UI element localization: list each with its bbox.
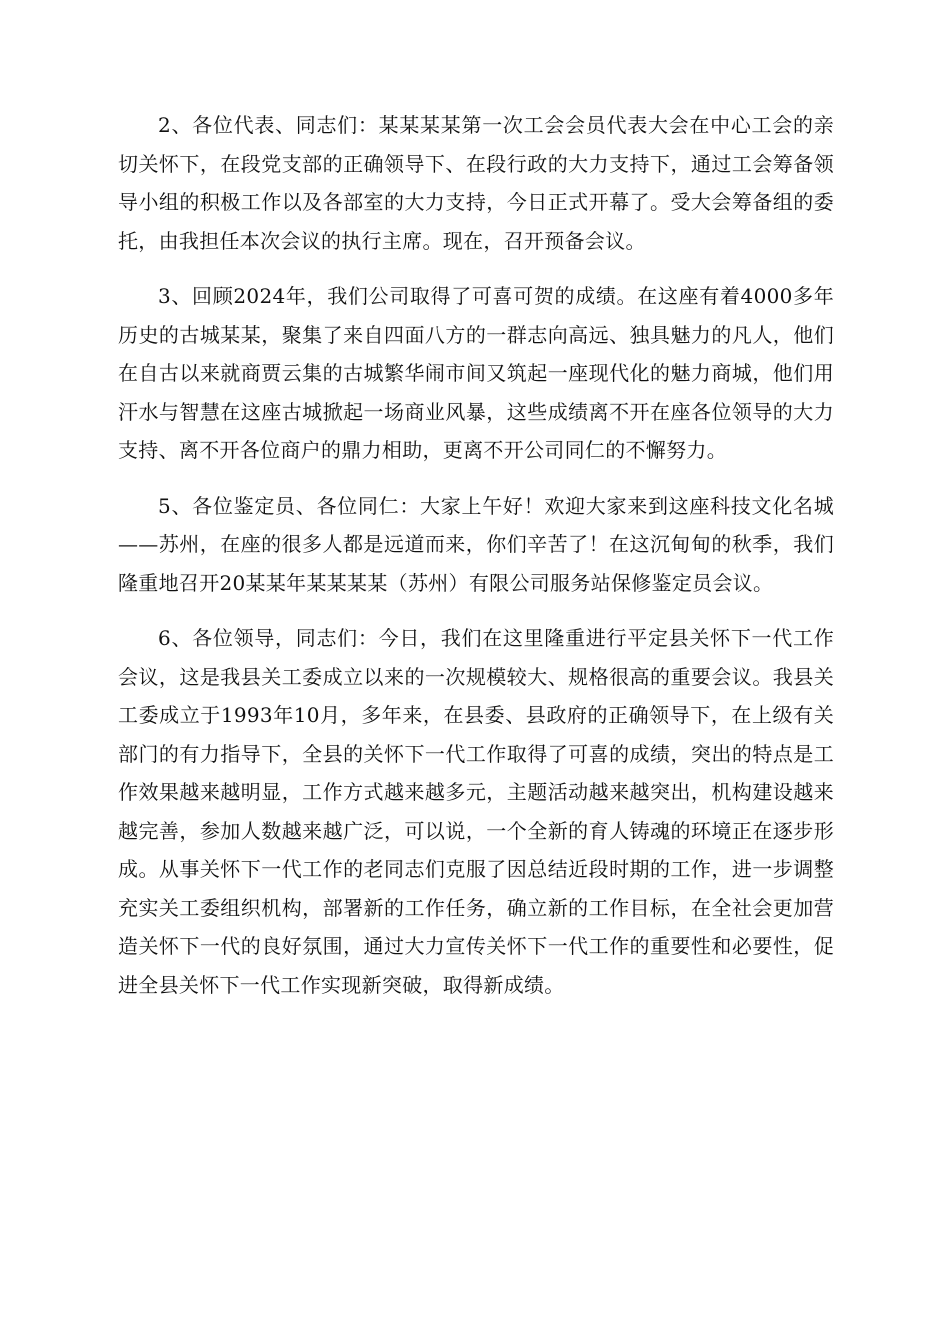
- paragraph-2: 2、各位代表、同志们：某某某某第一次工会会员代表大会在中心工会的亲切关怀下，在段党支部的正确领导下、在段行政的大力支持下，通过工会筹备领导小组的积极工作以及各部室的大力支持，今日正式开幕了。受大会筹备组的委托，由我担任本次会议的执行主席。现在，召开预备会议。: [118, 113, 834, 253]
- document-body: [118, 106, 834, 1021]
- paragraph-3: 3、回顾2024年，我们公司取得了可喜可贺的成绩。在这座有着4000多年历史的古城某某，聚集了来自四面八方的一群志向高远、独具魅力的凡人，他们在自古以来就商贾云集的古城繁华闹市间又筑起一座现代化的魅力商城，他们用汗水与智慧在这座古城掀起一场商业风暴，这些成绩离不开在座各位领导的大力支持、离不开各位商户的鼎力相助，更离不开公司同仁的不懈努力。: [118, 284, 834, 462]
- paragraph-5: 5、各位鉴定员、各位同仁：大家上午好！欢迎大家来到这座科技文化名城——苏州，在座的很多人都是远道而来，你们辛苦了！在这沉甸甸的秋季，我们隆重地召开20某某年某某某某（苏州）有限公司服务站保修鉴定员会议。: [118, 493, 834, 595]
- paragraph-6: 6、各位领导，同志们：今日，我们在这里隆重进行平定县关怀下一代工作会议，这是我县关工委成立以来的一次规模较大、规格很高的重要会议。我县关工委成立于1993年10月，多年来，在县委、县政府的正确领导下，在上级有关部门的有力指导下，全县的关怀下一代工作取得了可喜的成绩，突出的特点是工作效果越来越明显，工作方式越来越多元，主题活动越来越突出，机构建设越来越完善，参加人数越来越广泛，可以说，一个全新的育人铸魂的环境正在逐步形成。从事关怀下一代工作的老同志们克服了因总结近段时期的工作，进一步调整充实关工委组织机构，部署新的工作任务，确立新的工作目标，在全社会更加营造关怀下一代的良好氛围，通过大力宣传关怀下一代工作的重要性和必要性，促进全县关怀下一代工作实现新突破，取得新成绩。: [118, 626, 834, 997]
